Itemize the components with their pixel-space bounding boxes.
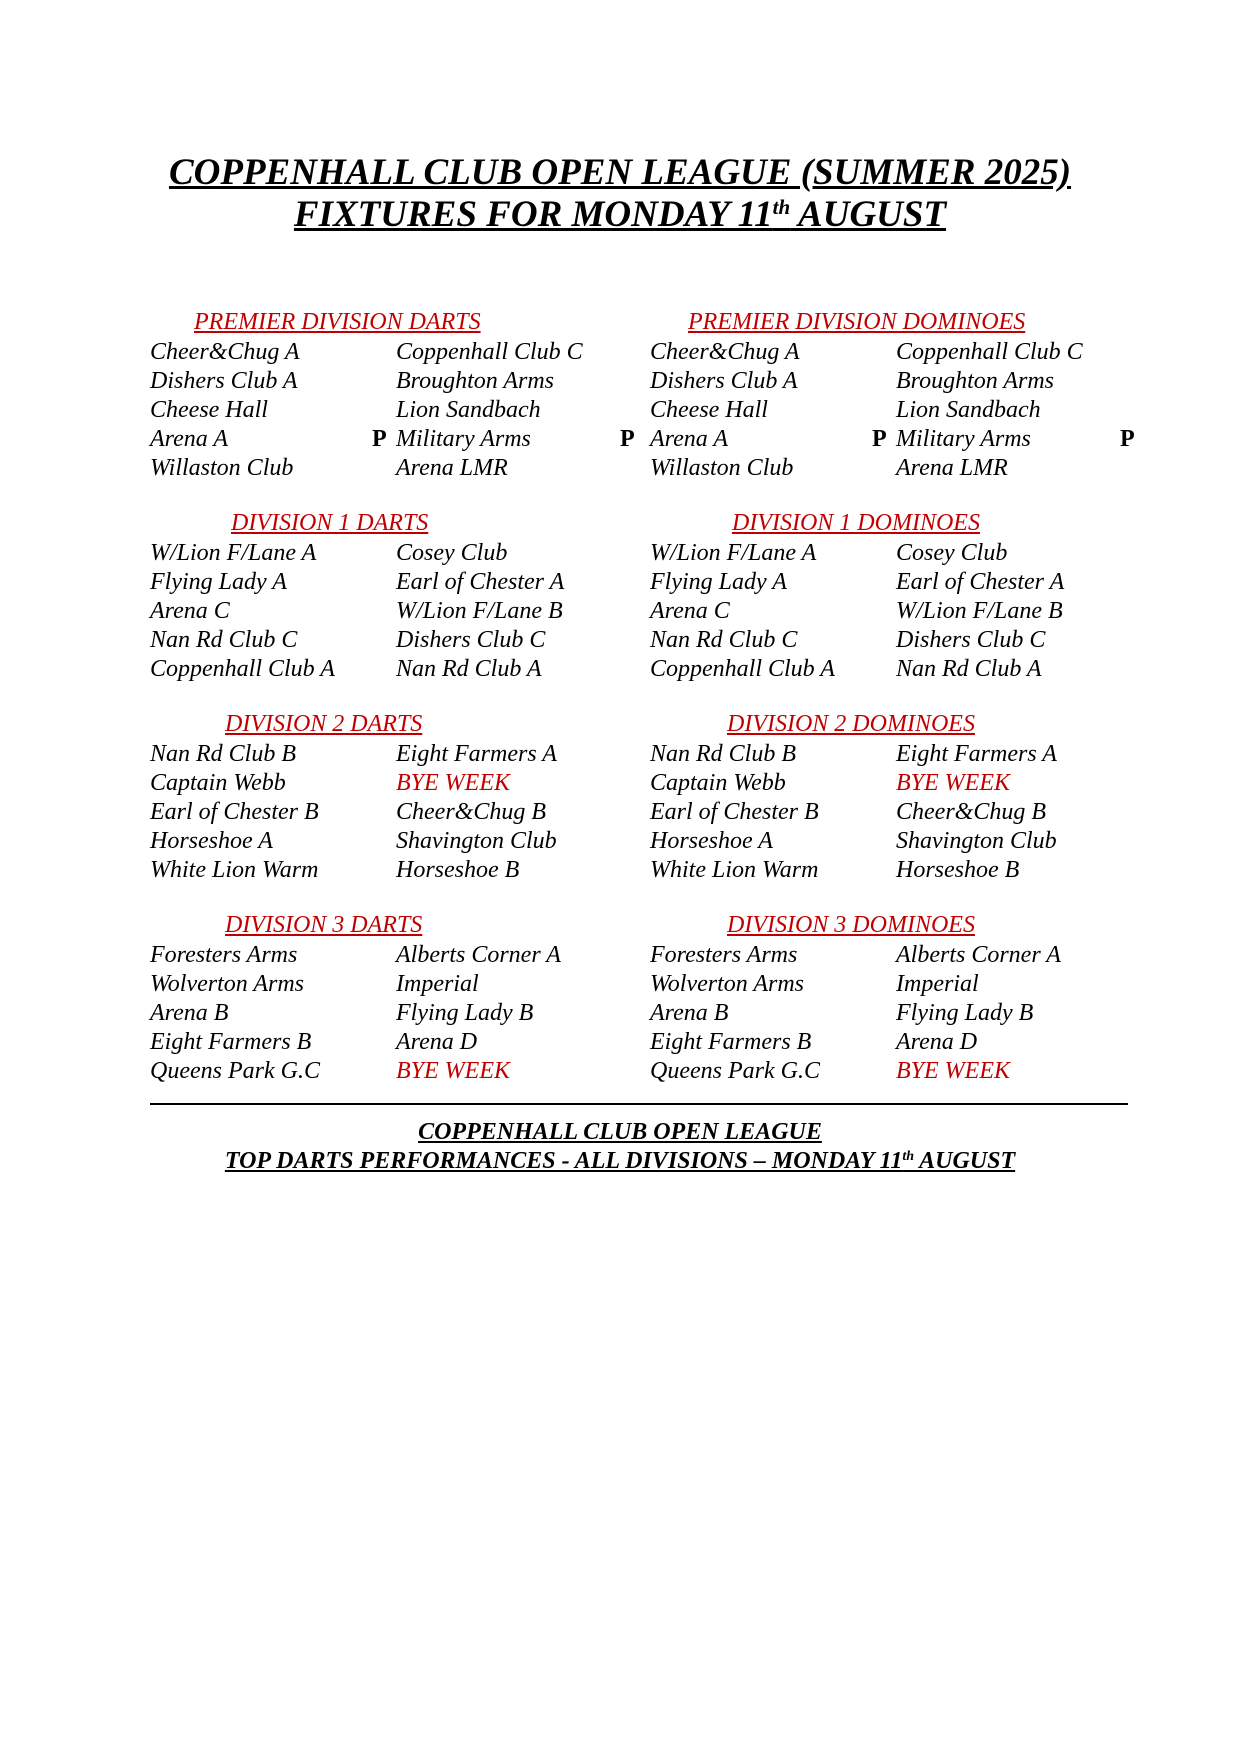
home-team: Eight Farmers B xyxy=(150,1029,312,1055)
away-team: Lion Sandbach xyxy=(896,397,1041,423)
home-team: Cheer&Chug A xyxy=(650,339,800,365)
home-team: Queens Park G.C xyxy=(150,1058,320,1084)
footer-title-line-2 xyxy=(0,1147,1240,1175)
fixture-row xyxy=(650,970,1190,999)
home-team: Nan Rd Club C xyxy=(150,627,298,653)
home-team: Flying Lady A xyxy=(650,569,787,595)
home-team: Nan Rd Club C xyxy=(650,627,798,653)
bye-week-label: BYE WEEK xyxy=(896,1058,1010,1084)
fixture-row xyxy=(650,539,1190,568)
fixture-row xyxy=(650,396,1190,425)
fixture-row xyxy=(650,338,1190,367)
fixture-row xyxy=(650,999,1190,1028)
fixture-row xyxy=(650,798,1190,827)
section-heading: PREMIER DIVISION DARTS xyxy=(194,309,481,335)
fixture-row xyxy=(150,626,690,655)
home-team: Coppenhall Club A xyxy=(150,656,335,682)
home-team: Flying Lady A xyxy=(150,569,287,595)
bye-week-label: BYE WEEK xyxy=(396,770,510,796)
home-team: Nan Rd Club B xyxy=(150,741,297,767)
away-team: Arena LMR xyxy=(896,455,1008,481)
home-team: Queens Park G.C xyxy=(650,1058,820,1084)
home-team: Arena C xyxy=(650,598,730,624)
fixture-row xyxy=(650,941,1190,970)
away-team: Imperial xyxy=(396,971,479,997)
fixture-row xyxy=(150,539,690,568)
postponed-flag: P xyxy=(872,426,887,452)
home-team: Horseshoe A xyxy=(150,828,273,854)
fixture-row xyxy=(150,798,690,827)
title-month: AUGUST xyxy=(790,194,947,235)
home-team: Foresters Arms xyxy=(150,942,298,968)
home-team: Arena A xyxy=(650,426,728,452)
fixture-row xyxy=(150,970,690,999)
fixture-row xyxy=(150,827,690,856)
home-team: Dishers Club A xyxy=(150,368,298,394)
title-date-suffix: th xyxy=(772,195,791,219)
home-team: Cheese Hall xyxy=(150,397,268,423)
bye-week-label: BYE WEEK xyxy=(396,1058,510,1084)
away-team: Imperial xyxy=(896,971,979,997)
home-team: W/Lion F/Lane A xyxy=(650,540,817,566)
away-team: Dishers Club C xyxy=(896,627,1046,653)
home-team: Eight Farmers B xyxy=(650,1029,812,1055)
fixture-row xyxy=(650,827,1190,856)
fixture-row xyxy=(150,740,690,769)
home-team: Cheese Hall xyxy=(650,397,768,423)
away-team: Lion Sandbach xyxy=(396,397,541,423)
section-heading: PREMIER DIVISION DOMINOES xyxy=(688,309,1026,335)
fixture-row xyxy=(150,454,690,483)
fixture-row xyxy=(650,626,1190,655)
fixture-row xyxy=(650,597,1190,626)
postponed-flag: P xyxy=(1120,426,1135,452)
home-team: Arena A xyxy=(150,426,228,452)
away-team: Eight Farmers A xyxy=(396,741,557,767)
home-team: Captain Webb xyxy=(150,770,286,796)
away-team: Coppenhall Club C xyxy=(396,339,583,365)
footer-heading-text: TOP DARTS PERFORMANCES - ALL DIVISIONS – MONDAY 11 xyxy=(224,1148,903,1174)
home-team: Coppenhall Club A xyxy=(650,656,835,682)
fixture-row xyxy=(150,769,690,798)
fixture-row xyxy=(650,856,1190,885)
fixture-row xyxy=(650,454,1190,483)
fixture-row xyxy=(150,655,690,684)
away-team: Military Arms xyxy=(896,426,1031,452)
section-heading: DIVISION 3 DARTS xyxy=(225,912,423,938)
home-team: Wolverton Arms xyxy=(650,971,805,997)
away-team: Horseshoe B xyxy=(896,857,1020,883)
footer-date-suffix: th xyxy=(902,1149,915,1164)
fixture-row xyxy=(650,769,1190,798)
fixture-row xyxy=(650,740,1190,769)
away-team: W/Lion F/Lane B xyxy=(896,598,1063,624)
page-title-line-1: COPPENHALL CLUB OPEN LEAGUE (SUMMER 2025) xyxy=(168,152,1072,193)
home-team: White Lion Warm xyxy=(150,857,319,883)
fixture-row xyxy=(650,1028,1190,1057)
postponed-flag: P xyxy=(620,426,635,452)
home-team: W/Lion F/Lane A xyxy=(150,540,317,566)
fixture-row xyxy=(150,999,690,1028)
fixture-row xyxy=(650,655,1190,684)
away-team: Broughton Arms xyxy=(896,368,1055,394)
fixture-row xyxy=(650,425,1190,454)
away-team: Alberts Corner A xyxy=(396,942,561,968)
section-heading: DIVISION 1 DOMINOES xyxy=(732,510,980,536)
home-team: Arena C xyxy=(150,598,230,624)
away-team: Arena LMR xyxy=(396,455,508,481)
away-team: Flying Lady B xyxy=(896,1000,1034,1026)
away-team: Cosey Club xyxy=(896,540,1008,566)
footer-title-line-1: COPPENHALL CLUB OPEN LEAGUE xyxy=(418,1119,822,1145)
home-team: Captain Webb xyxy=(650,770,786,796)
away-team: Cosey Club xyxy=(396,540,508,566)
home-team: Earl of Chester B xyxy=(650,799,819,825)
fixture-row xyxy=(150,856,690,885)
fixture-row xyxy=(650,1057,1190,1086)
fixture-row xyxy=(150,367,690,396)
away-team: Coppenhall Club C xyxy=(896,339,1083,365)
away-team: Earl of Chester A xyxy=(396,569,565,595)
away-team: Nan Rd Club A xyxy=(896,656,1042,682)
home-team: Willaston Club xyxy=(150,455,294,481)
away-team: W/Lion F/Lane B xyxy=(396,598,563,624)
divider-line xyxy=(150,1103,1128,1105)
away-team: Arena D xyxy=(896,1029,978,1055)
away-team: Earl of Chester A xyxy=(896,569,1065,595)
away-team: Arena D xyxy=(396,1029,478,1055)
fixture-row xyxy=(150,396,690,425)
title-date-text: FIXTURES FOR MONDAY 11 xyxy=(293,194,773,235)
home-team: Earl of Chester B xyxy=(150,799,319,825)
home-team: Horseshoe A xyxy=(650,828,773,854)
away-team: Cheer&Chug B xyxy=(396,799,546,825)
fixture-row xyxy=(650,367,1190,396)
away-team: Broughton Arms xyxy=(396,368,555,394)
footer-month: AUGUST xyxy=(914,1148,1016,1174)
home-team: Nan Rd Club B xyxy=(650,741,797,767)
page-title-line-2 xyxy=(0,194,1240,236)
section-heading: DIVISION 1 DARTS xyxy=(231,510,429,536)
home-team: Dishers Club A xyxy=(650,368,798,394)
home-team: Foresters Arms xyxy=(650,942,798,968)
away-team: Flying Lady B xyxy=(396,1000,534,1026)
fixture-row xyxy=(150,568,690,597)
home-team: Arena B xyxy=(650,1000,729,1026)
fixture-row xyxy=(650,568,1190,597)
home-team: Cheer&Chug A xyxy=(150,339,300,365)
fixture-row xyxy=(150,425,690,454)
away-team: Shavington Club xyxy=(396,828,557,854)
fixture-row xyxy=(150,1057,690,1086)
section-heading: DIVISION 2 DARTS xyxy=(225,711,423,737)
away-team: Eight Farmers A xyxy=(896,741,1057,767)
home-team: Wolverton Arms xyxy=(150,971,305,997)
away-team: Cheer&Chug B xyxy=(896,799,1046,825)
fixture-row xyxy=(150,597,690,626)
fixture-row xyxy=(150,1028,690,1057)
section-heading: DIVISION 2 DOMINOES xyxy=(727,711,975,737)
away-team: Dishers Club C xyxy=(396,627,546,653)
home-team: Willaston Club xyxy=(650,455,794,481)
away-team: Nan Rd Club A xyxy=(396,656,542,682)
home-team: Arena B xyxy=(150,1000,229,1026)
home-team: White Lion Warm xyxy=(650,857,819,883)
away-team: Horseshoe B xyxy=(396,857,520,883)
away-team: Military Arms xyxy=(396,426,531,452)
away-team: Alberts Corner A xyxy=(896,942,1061,968)
section-heading: DIVISION 3 DOMINOES xyxy=(727,912,975,938)
bye-week-label: BYE WEEK xyxy=(896,770,1010,796)
fixture-row xyxy=(150,338,690,367)
fixture-row xyxy=(150,941,690,970)
away-team: Shavington Club xyxy=(896,828,1057,854)
postponed-flag: P xyxy=(372,426,387,452)
